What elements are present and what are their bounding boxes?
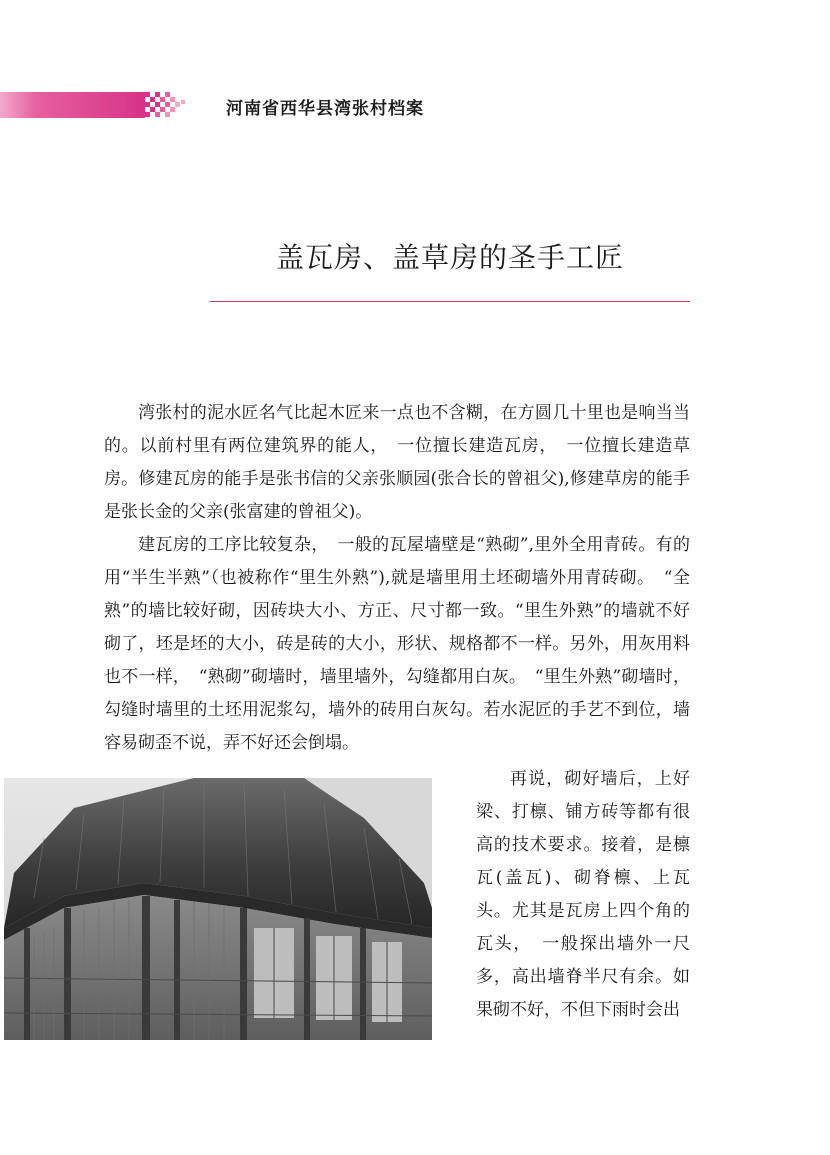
side-column-text bbox=[476, 763, 690, 1027]
header-series-title: 河南省西华县湾张村档案 bbox=[226, 99, 424, 119]
paragraph-1: 湾张村的泥水匠名气比起木匠来一点也不含糊，在方圆几十里也是响当当的。以前村里有两位建筑界的能人， 一位擅长建造瓦房， 一位擅长建造草房。修建瓦房的能手是张书信的父亲张顺园(张合长的曾祖父),修建草房的能手是张长金的父亲(张富建的曾祖父)。 bbox=[104, 403, 690, 522]
paragraph-2: 建瓦房的工序比较复杂， 一般的瓦屋墙壁是“熟砌”,里外全用青砖。有的用“半生半熟”（也被称作“里生外熟”),就是墙里用土坯砌墙外用青砖砌。 “全熟”的墙比较好砌，因砖块大小、方正、尺寸都一致。“里生外熟”的墙就不好砌了，坯是坯的大小，砖是砖的大小，形状、规格都不一样。另外，用灰用料也不一样， “熟砌”砌墙时，墙里墙外，勾缝都用白灰。 “里生外熟”砌墙时，勾缝时墙里的土坯用泥浆勾，墙外的砖用白灰勾。若水泥匠的手艺不到位，墙容易砌歪不说，弄不好还会倒塌。 bbox=[104, 535, 690, 753]
title-rule bbox=[210, 301, 690, 302]
article-body bbox=[104, 397, 690, 760]
article-title: 盖瓦房、盖草房的圣手工匠 bbox=[275, 241, 624, 274]
paragraph-3: 再说，砌好墙后，上好梁、打檩、铺方砖等都有很高的技术要求。接着，是檩瓦(盖瓦)、砌脊檩、上瓦头。尤其是瓦房上四个角的瓦头， 一般探出墙外一尺多，高出墙脊半尺有余。如果砌不好，不但下雨时会出 bbox=[476, 769, 690, 1020]
thatched-house-photo bbox=[4, 778, 432, 1040]
header-accent-bar bbox=[0, 92, 145, 118]
header-checker-pattern bbox=[145, 92, 191, 118]
